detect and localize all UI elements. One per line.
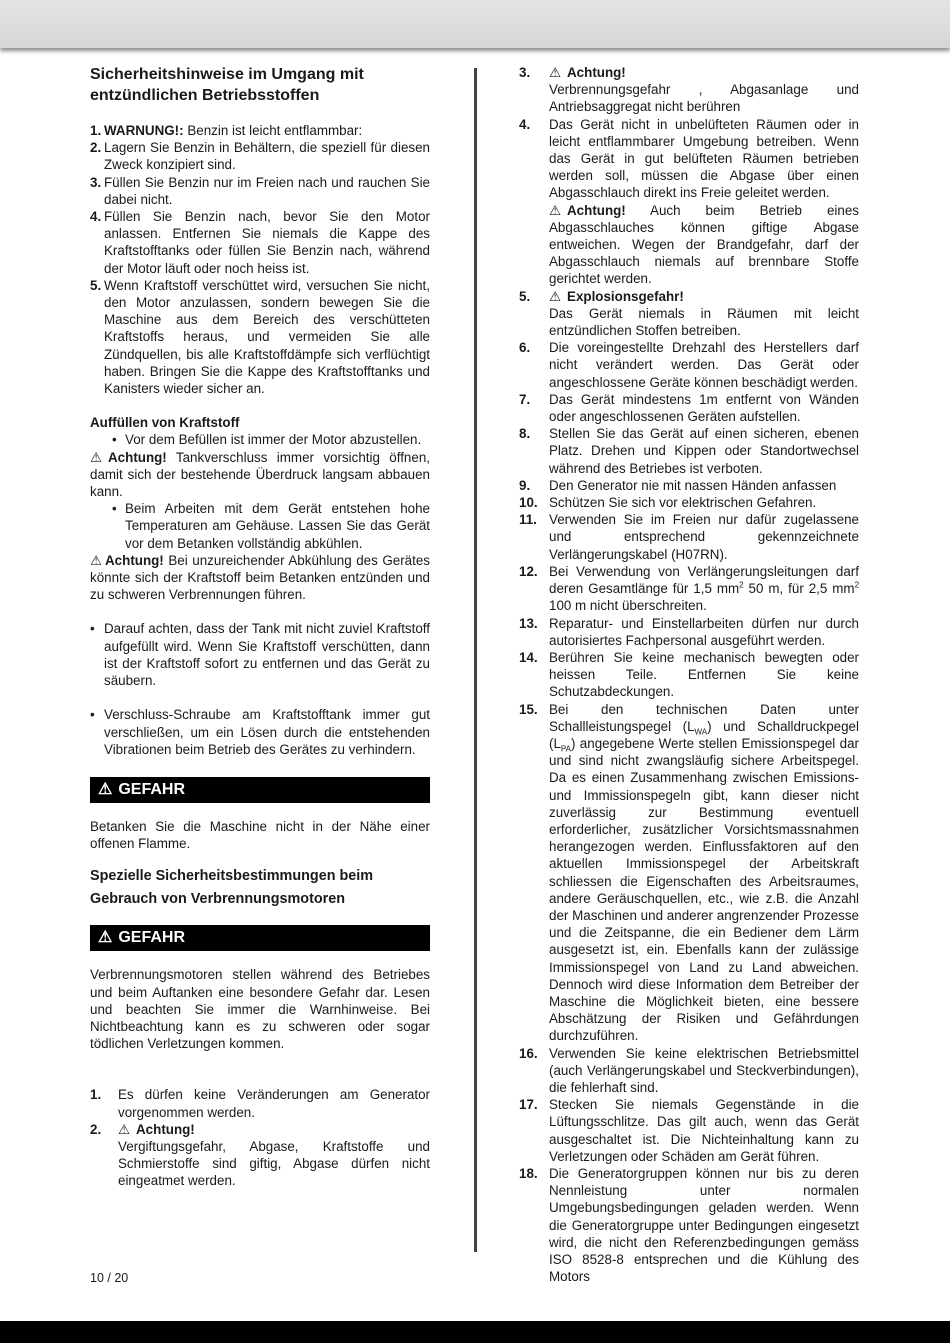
warning-triangle-icon: ⚠ [98,929,113,947]
warning-triangle-icon: ⚠ [549,202,562,218]
warning-triangle-icon: ⚠ [118,1121,131,1137]
list-item: 6. Die voreingestellte Drehzahl des Herstellers darf nicht verändert werden. Das Gerät oder angeschlossene Geräte können beschädigt werden. [519,340,859,390]
list-item: 8. Stellen Sie das Gerät auf einen sicheren, ebenen Platz. Drehen und Kippen oder Standortwechsel während des Betriebes ist verboten. [519,426,859,476]
page-number: 10 / 20 [90,1271,129,1285]
right-column [519,64,859,1285]
column-divider [474,68,477,1252]
list-item: 3. ⚠ Achtung! Verbrennungsgefahr , Abgasanlage und Antriebsaggregat nicht berühren [519,65,859,115]
list-item: 5. ⚠ Explosionsgefahr! Das Gerät niemals in Räumen mit leicht entzündlichen Stoffen betreiben. [519,288,859,339]
list-item: 11. Verwenden Sie im Freien nur dafür zugelassene und entsprechend gekennzeichnete Verlängerungskabel (H07RN). [519,512,859,562]
warning-label: WARNUNG!: [104,123,184,138]
list-item: 14. Berühren Sie keine mechanisch bewegten oder heissen Teile. Entfernen Sie keine Schutzabdeckungen. [519,649,859,700]
danger-text: Betanken Sie die Maschine nicht in der Nähe einer offenen Flamme. [90,818,430,852]
list-item: 13. Reparatur- und Einstellarbeiten dürfen nur durch autorisiertes Fachpersonal ausgeführt werden. [519,615,859,648]
list-item: 1. Es dürfen keine Veränderungen am Generator vorgenommen werden. [90,1087,430,1120]
danger-text: Verbrennungsmotoren stellen während des Betriebes und beim Auftanken eine besondere Gefahr dar. Lesen und beachten Sie immer die Warnhinweise. Bei Nichtbeachtung kann es zu schweren oder sogar tödlichen Verletzungen kommen. [90,967,430,1052]
warning-triangle-icon: ⚠ [90,552,103,568]
bullet-item: • Darauf achten, dass der Tank mit nicht zuviel Kraftstoff aufgefüllt wird. Wenn Sie Kraftstoff verschütten, dann ist der Kraftstoff sofort zu entfernen und das Gerät zu säubern. [90,621,430,689]
list-item: 4. Das Gerät nicht in unbelüfteten Räumen oder in leicht entflammbarer Umgebung betreiben. Wenn das Gerät in gut belüfteten Räumen betrieben werden soll, müssen die Abgase über einen Abgasschlauch direkt ins Freie geleitet werden. ⚠ Achtung! Auch beim Betrieb eines Abgasschlauches können giftige Abgase entweichen. Wegen der Brandgefahr, darf der Abgasschlauch niemals auf brennbare Stoffe gerichtet werden. [519,116,860,287]
list-item: 3. Füllen Sie Benzin nur im Freien nach und rauchen Sie dabei nicht. [90,174,430,207]
list-item: 16. Verwenden Sie keine elektrischen Betriebsmittel (auch Verlängerungskabel und Steckverbindungen), die fehlerhaft sind. [519,1045,859,1095]
danger-banner: ⚠ GEFAHR [90,925,430,951]
warning-triangle-icon: ⚠ [98,780,113,798]
list-item: 9. Den Generator nie mit nassen Händen anfassen [519,477,837,493]
section-title: Sicherheitshinweise im Umgang mit entzündlichen Betriebsstoffen [90,66,364,104]
warning-triangle-icon: ⚠ [90,449,103,465]
list-item: 5. Wenn Kraftstoff verschüttet wird, versuchen Sie nicht, den Motor anzulassen, sondern bewegen Sie die Maschine aus dem Bereich des verschütteten Kraftstoffs heraus, und vermeiden Sie alle Zündquellen, bis alle Kraftstoffdämpfe sich verflüchtigt haben. Bringen Sie die Kappe des Kraftstofftanks und Kanisters wieder sicher an. [90,277,430,397]
warning-triangle-icon: ⚠ [549,288,562,304]
fuel-heading: Auffüllen von Kraftstoff [90,415,240,431]
top-bar [0,0,950,48]
list-item: 2. ⚠ Achtung! Vergiftungsgefahr, Abgase, Kraftstoffe und Schmierstoffe sind giftig, Abgase dürfen nicht eingeatmet werden. [90,1121,430,1189]
bullet-item: • Beim Arbeiten mit dem Gerät entstehen hohe Temperaturen am Gehäuse. Lassen Sie das Gerät vor dem Betanken vollständig abkühlen. [112,501,430,551]
achtung-note: ⚠ Achtung! Tankverschluss immer vorsichtig öffnen, damit sich der bestehende Überdruck langsam abbauen kann. [90,449,430,500]
left-column [90,64,430,1190]
bottom-bar [0,1321,950,1343]
bullet-item: • Vor dem Befüllen ist immer der Motor abzustellen. [112,432,422,448]
list-item: 2. Lagern Sie Benzin in Behältern, die speziell für diesen Zweck konzipiert sind. [90,140,430,173]
list-item: 15. Bei den technischen Daten unter Schallleistungspegel $(L_{WA})$ und Schalldruckpegel $(L_{PA})$ angegebene Werte stellen Emissionspegel dar und sind nicht zwangsläufig sichere Arbeitspegel. Da es einen Zusammenhang zwischen Emissions- und Immissionspegeln gibt, kann dieser nicht zuverlässig zur Bestimmung eventuell erforderlicher, zusätzlicher Vorsichtsmassnahmen herangezogen werden. Einflussfaktoren auf den aktuellen Immissionspegel der Arbeitskraft schliessen die Eigenschaften des Arbeitsraumes, andere Geräuschquellen, etc., wie z.B. die Anzahl der Maschinen und anderer angrenzender Prozesse und die Zeitspanne, die ein Bediener dem Lärm ausgesetzt ist, ein. Ebenfalls kann der zulässige Immissionspegel von Land zu Land abweichen. Dennoch wird diese Information dem Betreiber der Maschine die Möglichkeit bieten, eine bessere Abschätzung der Risiken und Gefährdungen durchzuführen. [519,701,859,1044]
list-item: 4. Füllen Sie Benzin nach, bevor Sie den Motor anlassen. Entfernen Sie niemals die Kappe des Kraftstofftanks oder füllen Sie Benzin nach, während der Motor läuft oder noch heiss ist. [90,209,430,276]
achtung-note: ⚠ Achtung! Bei unzureichender Abkühlung des Gerätes könnte sich der Kraftstoff beim Betanken entzünden und zu schweren Verbrennungen führen. [90,552,430,603]
bullet-item: • Verschluss-Schraube am Kraftstofftank immer gut verschließen, um ein Lösen durch die entstehenden Vibrationen beim Betrieb des Gerätes zu verhindern. [90,707,430,757]
list-item: 10. Schützen Sie sich vor elektrischen Gefahren. [519,495,817,511]
list-item: 1. WARNUNG!: Benzin ist leicht entflammbar: [90,123,363,138]
list-item: 18. Die Generatorgruppen können nur bis zu deren Nennleistung unter normalen Umgebungsbedingungen geladen werden. Wenn die Generatorgruppe unter Bedingungen eingesetzt wird, die nicht den Referenzbedingungen gemäss ISO 8528-8 entsprechen und die Kühlung des Motors [519,1166,859,1285]
list-item: 12. Bei Verwendung von Verlängerungsleitungen darf deren Gesamtlänge für 1,5 $mm^2$ 50 m, für 2,5 $mm^2$ 100 m nicht überschreiten. [519,563,860,614]
list-item: 17. Stecken Sie niemals Gegenstände in die Lüftungsschlitze. Das gilt auch, wenn das Gerät ausgeschaltet ist. Die Nichteinhaltung kann zu Verletzungen oder Schäden am Gerät führen. [519,1097,859,1164]
danger-banner: ⚠ GEFAHR [90,777,430,803]
list-item: 7. Das Gerät mindestens 1m entfernt von Wänden oder angeschlossenen Geräten aufstellen. [519,391,859,425]
warning-triangle-icon: ⚠ [549,65,562,80]
section-subtitle: Spezielle Sicherheitsbestimmungen beim Gebrauch von Verbrennungsmotoren [90,868,374,908]
